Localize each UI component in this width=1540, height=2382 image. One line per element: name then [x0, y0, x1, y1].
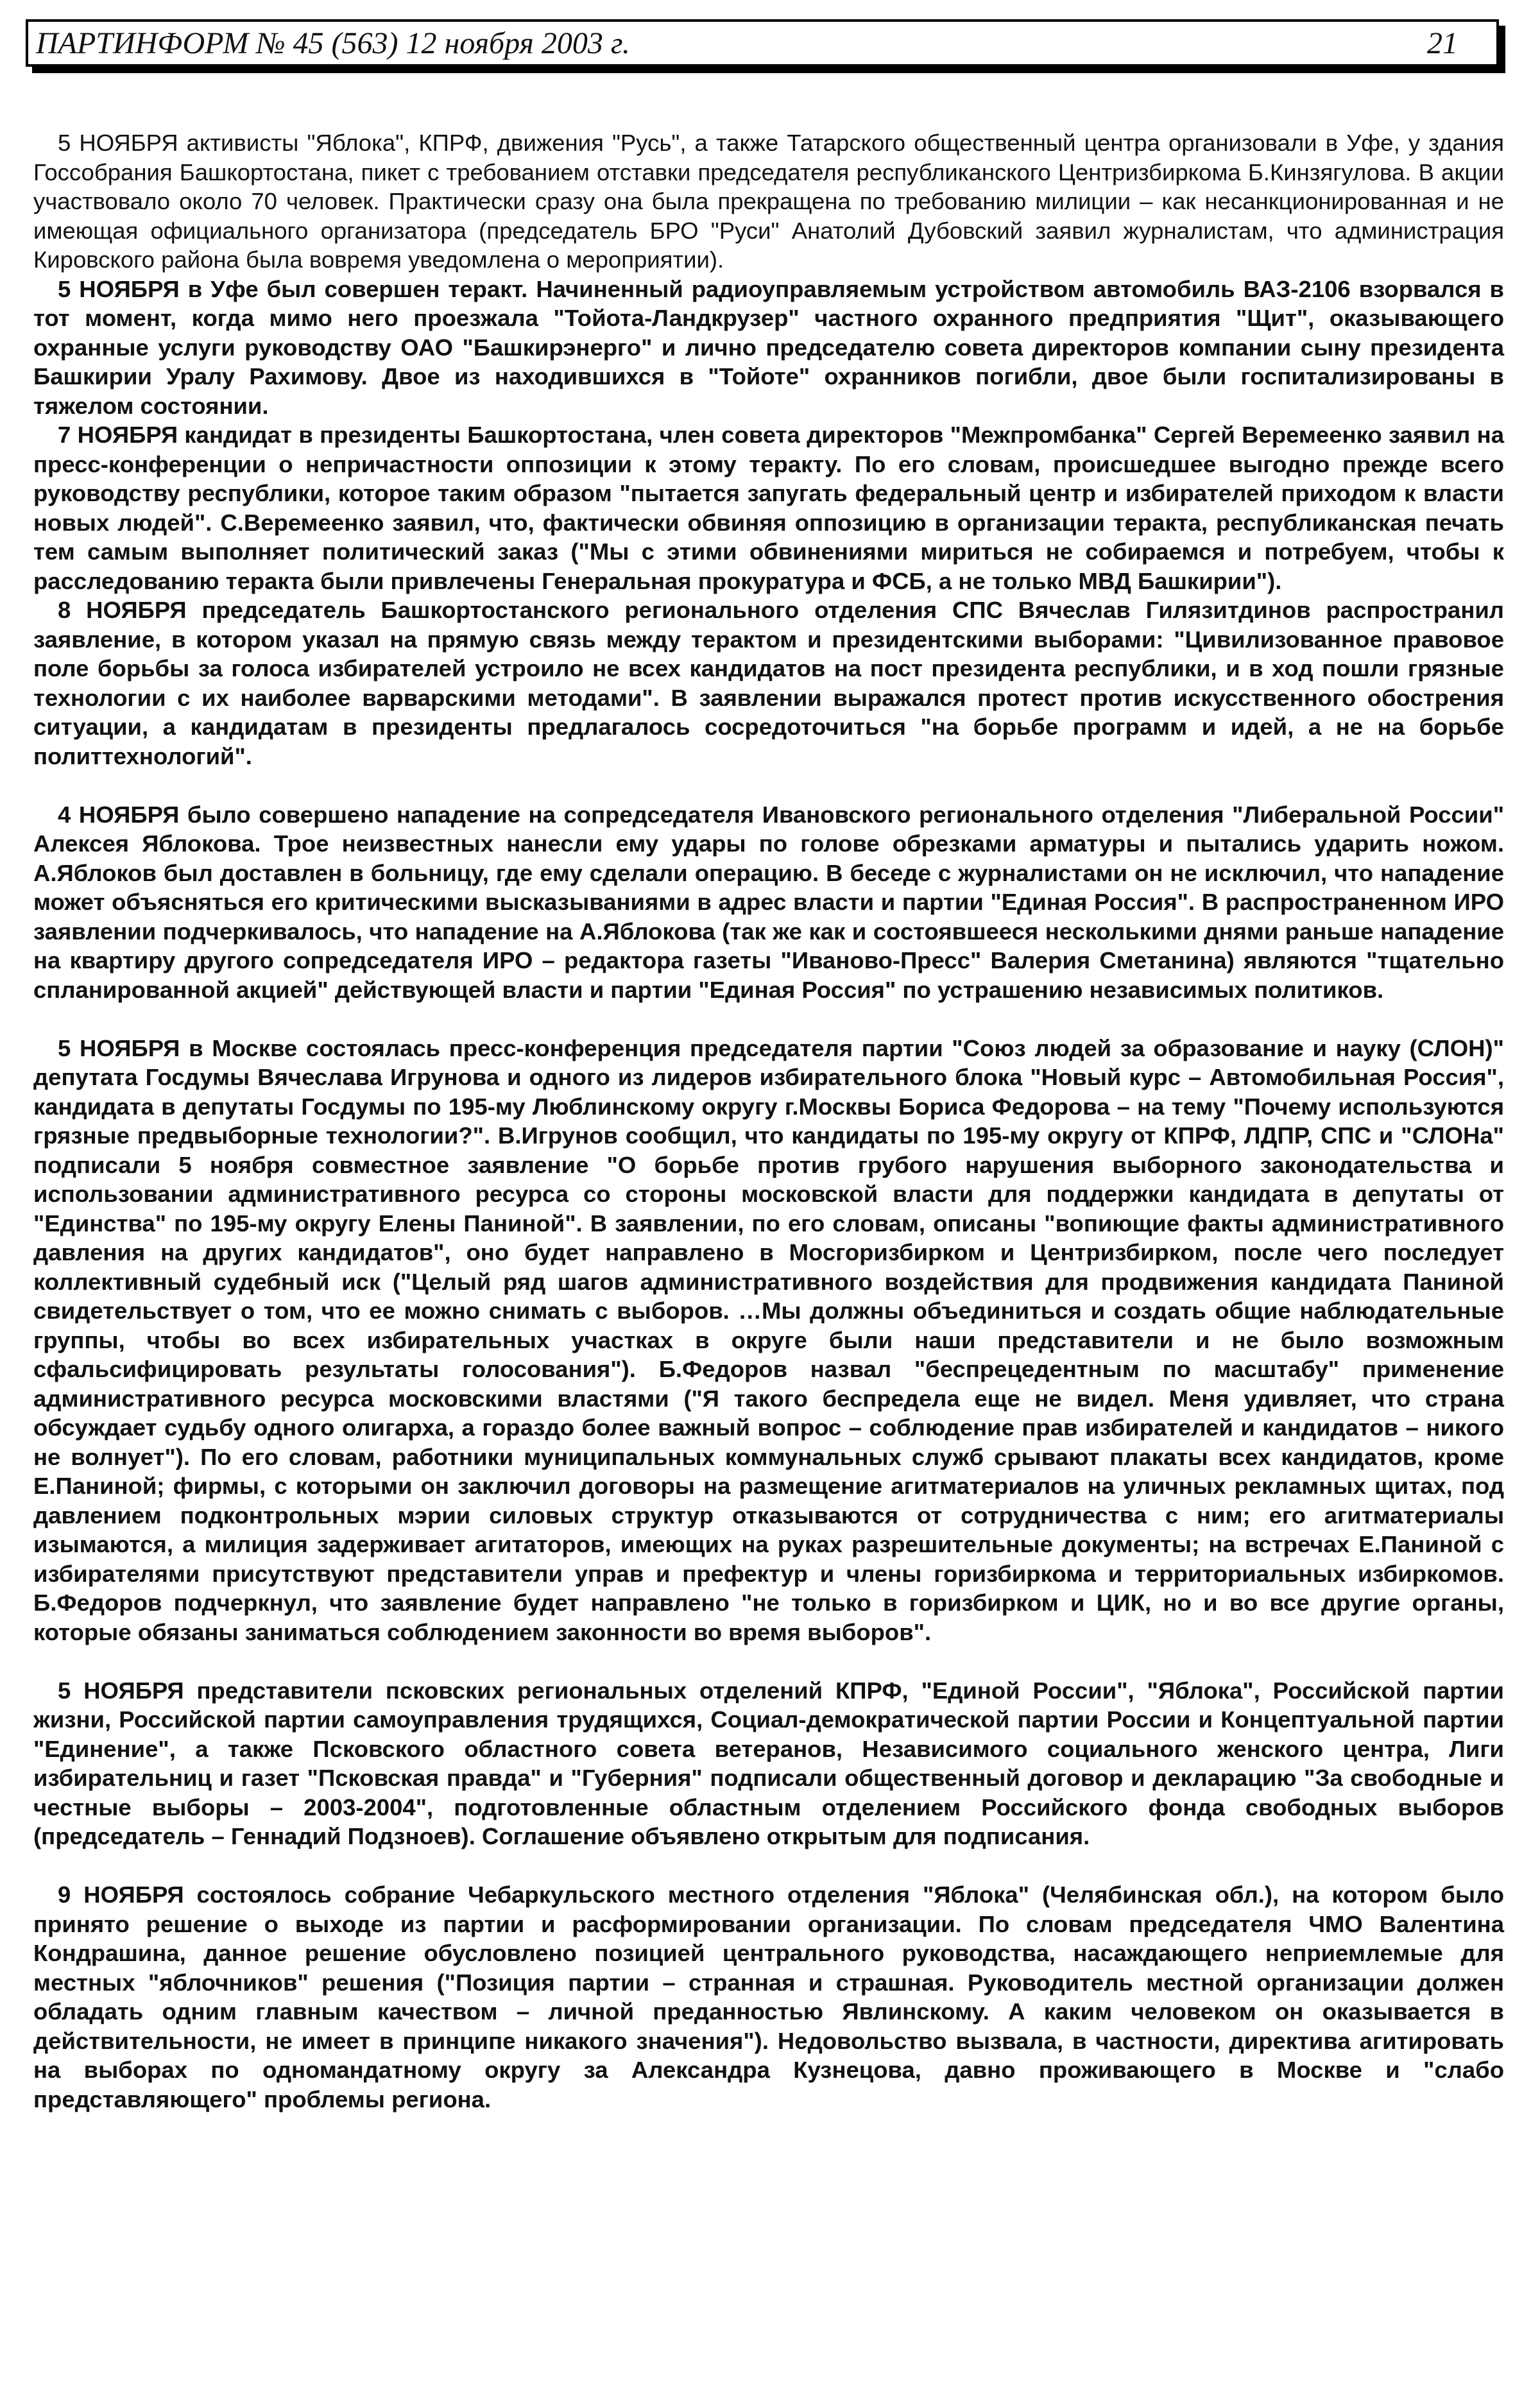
news-item — [33, 1676, 1504, 1851]
news-text: в Уфе был совершен теракт. Начиненный радиоуправляемым устройством автомобиль ВАЗ-2106 взорвался в тот момент, когда мимо него проезжала "Тойота-Ландкрузер" частного охранного предприятия "Щит", оказывающего охранные услуги руководству ОАО "Башкирэнерго" и лично председателю совета директоров компании сыну президента Башкирии Уралу Рахимову. Двое из находившихся в "Тойоте" охранников погибли, двое были госпитализированы в тяжелом состоянии. — [33, 275, 1504, 419]
news-item — [33, 128, 1504, 275]
news-item — [33, 1880, 1504, 2114]
news-item — [33, 596, 1504, 771]
news-item — [33, 420, 1504, 596]
article-body — [33, 128, 1504, 2114]
news-item — [33, 275, 1504, 421]
news-date: 9 НОЯБРЯ — [58, 1881, 184, 1908]
news-date: 5 НОЯБРЯ — [58, 1677, 184, 1704]
publication-title: ПАРТИНФОРМ № 45 (563) 12 ноября 2003 г. — [36, 26, 630, 60]
news-text: председатель Башкортостанского регионального отделения СПС Вячеслав Гилязитдинов распространил заявление, в котором указал на прямую связь между терактом и президентскими выборами: "Цивилизованное правовое поле борьбы за голоса избирателей устроило не всех кандидатов на пост президента республики, и в ход пошли грязные технологии с их наиболее варварскими методами". В заявлении выражался протест против искусственного обострения ситуации, а кандидатам в президенты предлагалось сосредоточиться "на борьбе программ и идей, а не на борьбе политтехнологий". — [33, 597, 1504, 769]
news-text: состоялось собрание Чебаркульского местного отделения "Яблока" (Челябинская обл.), на котором было принято решение о выходе из партии и расформировании организации. По словам председателя ЧМО Валентина Кондрашина, данное решение обусловлено позицией центрального руководства, насаждающего неприемлемые для местных "яблочников" решения ("Позиция партии – странная и страшная. Руководитель местной организации должен обладать одним главным качеством – личной преданностью Явлинскому. А каким человеком он оказывается в действительности, не имеет в принципе никакого значения"). Недовольство вызвала, в частности, директива агитировать на выборах по одномандатному округу за Александра Кузнецова, давно проживающего в Москве и "слабо представляющего" проблемы региона. — [33, 1881, 1504, 2112]
news-date: 8 НОЯБРЯ — [58, 597, 187, 623]
news-date: 4 НОЯБРЯ — [58, 801, 180, 828]
news-text: было совершено нападение на сопредседателя Ивановского регионального отделения "Либеральной России" Алексея Яблокова. Трое неизвестных нанесли ему удары по голове обрезками арматуры и пытались ударить ножом. А.Яблоков был доставлен в больницу, где ему сделали операцию. В беседе с журналистами он не исключил, что нападение может объясняться его критическими высказываниями в адрес власти и партии "Единая Россия". В распространенном ИРО заявлении подчеркивалось, что нападение на А.Яблокова (так же как и состоявшееся несколькими днями раньше нападение на квартиру другого сопредседателя ИРО – редактора газеты "Иваново-Пресс" Валерия Сметанина) являются "тщательно спланированной акцией" действующей власти и партии "Единая Россия" по устрашению независимых политиков. — [33, 801, 1504, 1003]
news-text: представители псковских региональных отделений КПРФ, "Единой России", "Яблока", Российской партии жизни, Российской партии самоуправления трудящихся, Социал-демократической партии России и Концептуальной партии "Единение", а также Псковского областного совета ветеранов, Независимого социального женского центра, Лиги избирательниц и газет "Псковская правда" и "Губерния" подписали общественный договор и декларацию "За свободные и честные выборы – 2003-2004", подготовленные областным отделением Российского фонда свободных выборов (председатель – Геннадий Подзноев). Соглашение объявлено открытым для подписания. — [33, 1677, 1504, 1849]
news-item — [33, 800, 1504, 1005]
page-number: 21 — [1427, 26, 1458, 60]
news-text: в Москве состоялась пресс-конференция председателя партии "Союз людей за образование и науку (СЛОН)" депутата Госдумы Вячеслава Игрунова и одного из лидеров избирательного блока "Новый курс – Автомобильная Россия", кандидата в депутаты Госдумы по 195-му Люблинскому округу г.Москвы Бориса Федорова – на тему "Почему используются грязные предвыборные технологии?". В.Игрунов сообщил, что кандидаты по 195-му округу от КПРФ, ЛДПР, СПС и "СЛОНа" подписали 5 ноября совместное заявление "О борьбе против грубого нарушения выборного законодательства и использовании административного ресурса со стороны московской власти для поддержки кандидата в депутаты от "Единства" по 195-му округу Елены Паниной". В заявлении, по его словам, описаны "вопиющие факты административного давления на других кандидатов", оно будет направлено в Мосгоризбирком и Центризбирком, после чего последует коллективный судебный иск ("Целый ряд шагов административного воздействия для продвижения кандидата Паниной свидетельствует о том, что ее можно снимать с выборов. …Мы должны объединиться и создать общие наблюдательные группы, чтобы во всех избирательных участках в округе были наши представители и не было возможным сфальсифицировать результаты голосования"). Б.Федоров назвал "беспрецедентным по масштабу" применение административного ресурса московскими властями ("Я такого беспредела еще не видел. Меня удивляет, что страна обсуждает судьбу одного олигарха, а гораздо более важный вопрос – соблюдение прав избирателей и кандидатов – никого не волнует"). По его словам, работники муниципальных коммунальных служб срывают плакаты всех кандидатов, кроме Е.Паниной; фирмы, с которыми он заключил договоры на размещение агитматериалов на уличных рекламных щитах, под давлением подконтрольных мэрии силовых структур отказываются от сотрудничества с ним; его агитматериалы изымаются, а милиция задерживает агитаторов, имеющих на руках разрешительные документы; на встречах Е.Паниной с избирателями присутствуют представители управ и префектур и члены горизбиркома и территориальных избиркомов. Б.Федоров подчеркнул, что заявление будет направлено "не только в горизбирком и ЦИК, но и во все другие органы, которые обязаны заниматься соблюдением законности во время выборов". — [33, 1034, 1504, 1645]
news-date: 5 НОЯБРЯ — [58, 1034, 180, 1061]
news-date: 5 НОЯБРЯ — [58, 275, 180, 302]
news-text: активисты "Яблока", КПРФ, движения "Русь", а также Татарского общественный центра организовали в Уфе, у здания Госсобрания Башкортостана, пикет с требованием отставки председателя республиканского Центризбиркома Б.Кинзягулова. В акции участвовало около 70 человек. Практически сразу она была прекращена по требованию милиции – как несанкционированная и не имеющая официального организатора (председатель БРО "Руси" Анатолий Дубовский заявил журналистам, что администрация Кировского района была вовремя уведомлена о мероприятии). — [33, 130, 1504, 273]
news-item — [33, 1034, 1504, 1647]
news-date: 5 НОЯБРЯ — [58, 130, 178, 156]
news-text: кандидат в президенты Башкортостана, член совета директоров "Межпромбанка" Сергей Веремеенко заявил на пресс-конференции о непричастности оппозиции к этому теракту. По его словам, происшедшее выгодно прежде всего руководству республики, которое таким образом "пытается запугать федеральный центр и избирателей приходом к власти новых людей". С.Веремеенко заявил, что, фактически обвиняя оппозицию в организации теракта, республиканская печать тем самым выполняет политический заказ ("Мы с этими обвинениями мириться не собираемся и потребуем, чтобы к расследованию теракта были привлечены Генеральная прокуратура и ФСБ, а не только МВД Башкирии"). — [33, 422, 1504, 594]
news-date: 7 НОЯБРЯ — [58, 422, 178, 448]
page-header — [26, 19, 1499, 67]
